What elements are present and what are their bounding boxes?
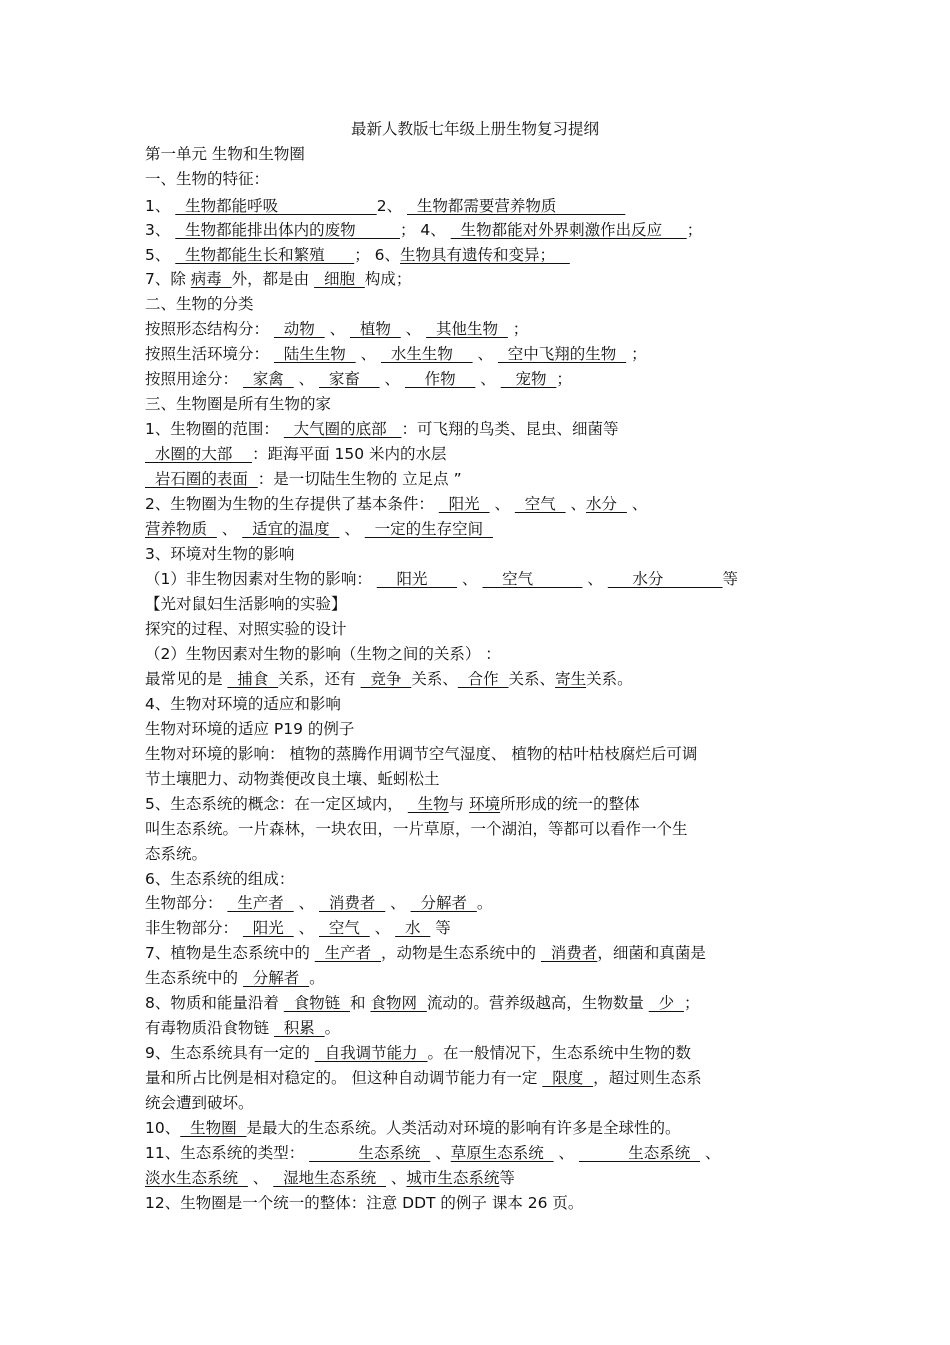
blank-answer: 生产者 [227,894,294,912]
blank-answer: 水生生物 [381,345,473,363]
subheading: 6、生态系统的组成： [145,870,295,888]
blank-answer: 空中飞翔的生物 [497,345,627,363]
regulation-line-2: 量和所占比例是相对稳定的。 但这种自动调节能力有一定 限度 ，超过则生态系 [145,1069,702,1087]
blank-answer: 自我调节能力 [314,1044,428,1062]
feature-line-3: 5、 生物都能生长和繁殖 ； 6、生物具有遗传和变异； [145,246,570,264]
blank-answer: 阳光 [376,570,458,588]
section-heading: 一、生物的特征： [145,170,270,188]
blank-answer: 消费者 [319,894,386,912]
blank-answer: 限度 [542,1069,594,1087]
regulation-line-1: 9、生态系统具有一定的 自我调节能力 。在一般情况下，生态系统中生物的数 [145,1044,692,1062]
blank-answer: 水分 [607,570,723,588]
blank-answer: 营养物质 [145,520,217,538]
ecosystem-concept-line: 5、生态系统的概念：在一定区域内， 生物与 环境所形成的统一的整体 [145,795,640,813]
blank-answer: 作物 [404,370,476,388]
feature-line-4: 7、除 病毒 外，都是由 细胞 构成； [145,270,412,288]
biosphere-line: 10、 生物圈 是最大的生态系统。人类活动对环境的影响有许多是全球性的。 [145,1119,681,1137]
blank-answer: 生物都能呼吸 [175,197,377,215]
blank-answer: 湿地生态系统 [273,1169,386,1187]
blank-answer: 岩石圈的表面 [145,470,258,488]
energy-line-2: 有毒物质沿食物链 积累 。 [145,1019,341,1037]
feature-line-1: 1、 生物都能呼吸 2、 生物都需要营养物质 [145,197,626,215]
blank-answer: 水分 [586,495,627,513]
text-line: 生物对环境的适应 P19 的例子 [145,720,355,738]
text-line: 统会遭到破坏。 [145,1094,254,1112]
blank-answer: 分解者 [410,894,477,912]
blank-answer: 水圈的大部 [145,445,253,463]
blank-answer: 捕食 [227,670,279,688]
blank-answer: 大气圈的底部 [283,420,402,438]
classify-line-2: 按照生活环境分： 陆生生物 、 水生生物 、 空中飞翔的生物 ； [145,345,647,363]
blank-answer: 陆生生物 [273,345,356,363]
blank-answer: 草原生态系统 [450,1144,554,1162]
blank-answer: 生态系统 [309,1144,431,1162]
ecosystem-types-line-1: 11、生态系统的类型： 生态系统 、草原生态系统 、 生态系统 、 [145,1144,721,1162]
blank-answer: 生产者 [314,944,382,962]
abiotic-parts-line: 非生物部分： 阳光 、 空气 、 水 等 [145,919,451,937]
text-line: （2）生物因素对生物的影响（生物之间的关系） ： [145,645,501,663]
classify-line-3: 按照用途分： 家禽 、 家畜 、 作物 、 宠物 ； [145,370,572,388]
blank-answer: 其他生物 [426,320,508,338]
blank-answer: 生物都需要营养物质 [407,197,626,215]
blank-answer: 寄生 [555,670,587,688]
doc-title: 最新人教版七年级上册生物复习提纲 [350,120,599,138]
roles-line-2: 生态系统中的 分解者 。 [145,969,325,987]
range-line-2: 水圈的大部 ：距海平面 150 米内的水层 [145,445,447,463]
blank-answer: 家畜 [319,370,380,388]
conditions-line-1: 2、生物圈为生物的生存提供了基本条件： 阳光 、 空气 、水分 、 [145,495,648,513]
subheading: 4、生物对环境的适应和影响 [145,695,341,713]
text-line: 节土壤肥力、动物粪便改良土壤、蚯蚓松土 [145,770,440,788]
blank-answer: 空气 [482,570,583,588]
blank-answer: 适宜的温度 [242,520,340,538]
feature-line-2: 3、 生物都能排出体内的废物 ； 4、 生物都能对外界刺激作出反应 ； [145,221,703,239]
blank-answer: 生物都能排出体内的废物 [175,221,400,239]
blank-answer: 病毒 [190,270,232,288]
roles-line-1: 7、植物是生态系统中的 生产者 ，动物是生态系统中的 消费者，细菌和真菌是 [145,944,706,962]
section-heading: 二、生物的分类 [145,295,254,313]
blank-answer: 植物 [350,320,401,338]
blank-answer: 宠物 [500,370,557,388]
blank-answer: 淡水生态系统 [145,1169,248,1187]
subheading: 3、环境对生物的影响 [145,545,295,563]
blank-answer: 生物具有遗传和变异； [400,246,570,264]
blank-answer: 生物都能生长和繁殖 [175,246,355,264]
range-line-1: 1、生物圈的范围： 大气圈的底部 ：可飞翔的鸟类、昆虫、细菌等 [145,420,619,438]
blank-answer: 阳光 [438,495,490,513]
text-line: 叫生态系统。一片森林，一块农田，一片草原，一个湖泊，等都可以看作一个生 [145,820,688,838]
experiment-line: 【光对鼠妇生活影响的实验】 [145,595,347,613]
blank-answer: 家禽 [242,370,294,388]
blank-answer: 食物链 [283,994,351,1012]
ecosystem-types-line-2: 淡水生态系统 、 湿地生态系统 、城市生态系统等 [145,1169,515,1187]
blank-answer: 积累 [273,1019,325,1037]
blank-answer: 环境 [469,795,501,813]
blank-answer: 阳光 [242,919,294,937]
range-line-3: 岩石圈的表面 ：是一切陆生生物的 立足点 ” [145,470,462,488]
text-line: 态系统。 [145,845,208,863]
classify-line-1: 按照形态结构分： 动物 、 植物 、 其他生物 ； [145,320,529,338]
biotic-parts-line: 生物部分： 生产者 、 消费者 、 分解者 。 [145,894,493,912]
text-line: 12、生物圈是一个统一的整体：注意 DDT 的例子 课本 26 页。 [145,1194,584,1212]
blank-answer: 城市生态系统 [406,1169,500,1187]
blank-answer: 分解者 [242,969,310,987]
unit-heading: 第一单元 生物和生物圈 [145,145,305,163]
relations-line: 最常见的是 捕食 关系，还有 竞争 关系、 合作 关系、寄生关系。 [145,670,633,688]
blank-answer: 食物网 [370,994,427,1012]
blank-answer: 空气 [319,919,370,937]
blank-answer: 少 [648,994,684,1012]
abiotic-line: （1）非生物因素对生物的影响： 阳光 、 空气 、 水分 等 [145,570,739,588]
blank-answer: 生物 [407,795,449,813]
blank-answer: 消费者 [540,944,598,962]
blank-answer: 竞争 [360,670,412,688]
conditions-line-2: 营养物质 、 适宜的温度 、 一定的生存空间 [145,520,494,538]
blank-answer: 空气 [514,495,566,513]
blank-answer: 生物都能对外界刺激作出反应 [450,221,687,239]
blank-answer: 一定的生存空间 [364,520,494,538]
blank-answer: 生态系统 [578,1144,701,1162]
text-line: 探究的过程、对照实验的设计 [145,620,347,638]
blank-answer: 合作 [457,670,509,688]
section-heading: 三、生物圈是所有生物的家 [145,395,332,413]
text-line: 生物对环境的影响： 植物的蒸腾作用调节空气湿度、 植物的枯叶枯枝腐烂后可调 [145,745,698,763]
blank-answer: 水 [395,919,431,937]
blank-answer: 动物 [273,320,325,338]
blank-answer: 细胞 [314,270,365,288]
blank-answer: 生物圈 [180,1119,247,1137]
energy-line-1: 8、物质和能量沿着 食物链 和 食物网 流动的。营养级越高，生物数量 少 ； [145,994,700,1012]
